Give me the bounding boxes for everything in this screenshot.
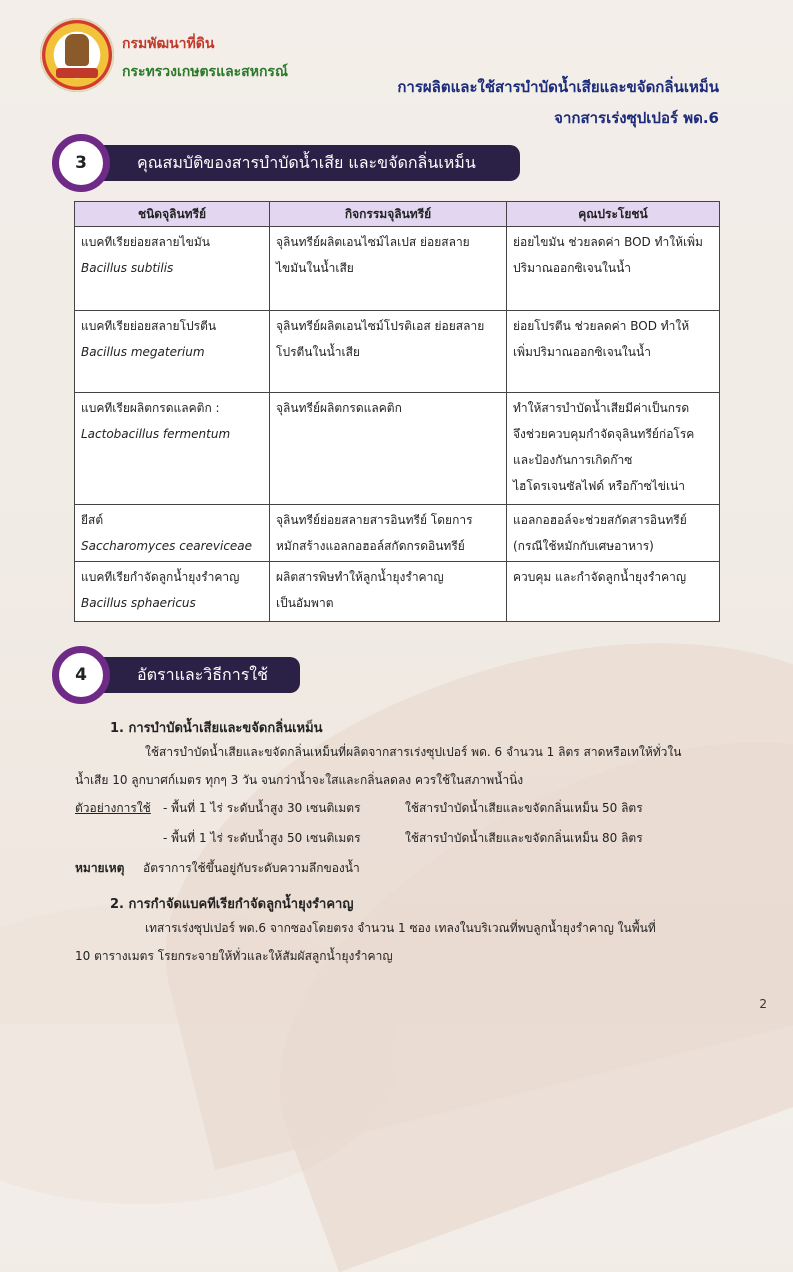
section-number: 3 xyxy=(52,134,110,192)
activity-line: จุลินทรีย์ย่อยสลายสารอินทรีย์ โดยการ xyxy=(276,513,473,527)
column-header: คุณประโยชน์ xyxy=(507,202,720,227)
document-subtitle: จากสารเร่งซุปเปอร์ พด.6 xyxy=(554,109,719,127)
benefit-line: จึงช่วยควบคุมกำจัดจุลินทรีย์ก่อโรค xyxy=(513,427,695,441)
column-header: ชนิดจุลินทรีย์ xyxy=(75,202,270,227)
item-1-title: 1. การบำบัดน้ำเสียและขจัดกลิ่นเหม็น xyxy=(110,721,323,736)
section-title: อัตราและวิธีการใช้ xyxy=(87,657,300,693)
benefit-line: แอลกอฮอล์จะช่วยสกัดสารอินทรีย์ xyxy=(513,513,687,527)
section-number: 4 xyxy=(52,646,110,704)
scientific-name: Bacillus megaterium xyxy=(81,345,205,359)
organism-type: แบคทีเรียกำจัดลูกน้ำยุงรำคาญ xyxy=(81,570,240,584)
benefit-line: (กรณีใช้หมักกับเศษอาหาร) xyxy=(513,539,654,553)
ministry-name: กระทรวงเกษตรและสหกรณ์ xyxy=(122,64,288,80)
scientific-name: Bacillus subtilis xyxy=(81,261,174,275)
table-cell xyxy=(270,393,507,505)
benefit-line: เพิ่มปริมาณออกซิเจนในน้ำ xyxy=(513,345,651,359)
activity-line: จุลินทรีย์ผลิตเอนไซม์โปรติเอส ย่อยสลาย xyxy=(276,319,485,333)
benefit-line: ทำให้สารบำบัดน้ำเสียมีค่าเป็นกรด xyxy=(513,401,690,415)
table-cell xyxy=(507,227,720,311)
table-row xyxy=(75,505,720,562)
benefit-line: ไฮโดรเจนซัลไฟด์ หรือก๊าซไข่เน่า xyxy=(513,479,686,493)
logo-banner-icon xyxy=(56,68,98,78)
organism-type: แบคทีเรียย่อยสลายโปรตีน xyxy=(81,319,217,333)
table-row xyxy=(75,227,720,311)
item-1-text: น้ำเสีย 10 ลูกบาศก์เมตร ทุกๆ 3 วัน จนกว่าน้ำจะใสและกลิ่นลดลง ควรใช้ในสภาพน้ำนิ่ง xyxy=(75,773,524,787)
scientific-name: Lactobacillus fermentum xyxy=(81,427,231,441)
organism-type: แบคทีเรียย่อยสลายไขมัน xyxy=(81,235,210,249)
department-logo xyxy=(40,18,114,92)
benefit-line: ควบคุม และกำจัดลูกน้ำยุงรำคาญ xyxy=(513,570,687,584)
benefit-line: และป้องกันการเกิดก๊าซ xyxy=(513,453,633,467)
example-usage: ใช้สารบำบัดน้ำเสียและขจัดกลิ่นเหม็น 50 ลิตร xyxy=(405,801,643,815)
item-1-text: ใช้สารบำบัดน้ำเสียและขจัดกลิ่นเหม็นที่ผลิตจากสารเร่งซุปเปอร์ พด. 6 จำนวน 1 ลิตร สาดหรือเทให้ทั่วใน xyxy=(145,745,682,759)
table-row xyxy=(75,311,720,393)
organism-type: ยีสต์ xyxy=(81,513,104,527)
section-4-header xyxy=(52,652,302,698)
example-area: - พื้นที่ 1 ไร่ ระดับน้ำสูง 50 เซนติเมตร xyxy=(163,831,361,845)
table-cell xyxy=(507,311,720,393)
organism-type: แบคทีเรียผลิตกรดแลคติก : xyxy=(81,401,220,415)
section-title: คุณสมบัติของสารบำบัดน้ำเสีย และขจัดกลิ่นเหม็น xyxy=(87,145,520,181)
table-cell xyxy=(75,311,270,393)
table-cell xyxy=(75,227,270,311)
table-cell xyxy=(507,562,720,622)
table-cell xyxy=(507,393,720,505)
org-name: กรมพัฒนาที่ดิน xyxy=(122,36,215,52)
activity-line: ผลิตสารพิษทำให้ลูกน้ำยุงรำคาญ xyxy=(276,570,444,584)
table-row xyxy=(75,393,720,505)
table-row xyxy=(75,562,720,622)
note-text: อัตราการใช้ขึ้นอยู่กับระดับความลึกของน้ำ xyxy=(143,861,360,875)
activity-line: เป็นอัมพาต xyxy=(276,596,334,610)
table-cell xyxy=(507,505,720,562)
benefit-line: ย่อยไขมัน ช่วยลดค่า BOD ทำให้เพิ่ม xyxy=(513,235,703,249)
activity-line: หมักสร้างแอลกอฮอล์สกัดกรดอินทรีย์ xyxy=(276,539,465,553)
table-cell xyxy=(270,227,507,311)
table-header-row xyxy=(75,202,720,227)
table-cell xyxy=(270,311,507,393)
document-title: การผลิตและใช้สารบำบัดน้ำเสียและขจัดกลิ่นเหม็น xyxy=(397,78,719,96)
activity-line: จุลินทรีย์ผลิตกรดแลคติก xyxy=(276,401,402,415)
benefit-line: ย่อยโปรตีน ช่วยลดค่า BOD ทำให้ xyxy=(513,319,690,333)
scientific-name: Saccharomyces cearevіceae xyxy=(81,539,253,553)
table-cell xyxy=(75,562,270,622)
note-label: หมายเหตุ xyxy=(75,861,125,875)
example-area: - พื้นที่ 1 ไร่ ระดับน้ำสูง 30 เซนติเมตร xyxy=(163,801,361,815)
item-2-text: 10 ตารางเมตร โรยกระจายให้ทั่วและให้สัมผัสลูกน้ำยุงรำคาญ xyxy=(75,949,393,963)
logo-figure-icon xyxy=(65,34,89,66)
benefit-line: ปริมาณออกซิเจนในน้ำ xyxy=(513,261,632,275)
column-header: กิจกรรมจุลินทรีย์ xyxy=(270,202,507,227)
activity-line: จุลินทรีย์ผลิตเอนไซม์ไลเปส ย่อยสลาย xyxy=(276,235,470,249)
properties-table xyxy=(74,201,720,622)
section-3-header xyxy=(52,140,522,186)
item-2-title: 2. การกำจัดแบคทีเรียกำจัดลูกน้ำยุงรำคาญ xyxy=(110,897,354,912)
table-cell xyxy=(270,562,507,622)
scientific-name: Bacillus sphaericus xyxy=(81,596,196,610)
activity-line: ไขมันในน้ำเสีย xyxy=(276,261,354,275)
example-usage: ใช้สารบำบัดน้ำเสียและขจัดกลิ่นเหม็น 80 ลิตร xyxy=(405,831,643,845)
table-cell xyxy=(270,505,507,562)
activity-line: โปรตีนในน้ำเสีย xyxy=(276,345,360,359)
page-number: 2 xyxy=(759,997,767,1011)
table-cell xyxy=(75,393,270,505)
table-cell xyxy=(75,505,270,562)
example-label: ตัวอย่างการใช้ xyxy=(75,801,151,815)
item-2-text: เทสารเร่งซุปเปอร์ พด.6 จากซองโดยตรง จำนวน 1 ซอง เทลงในบริเวณที่พบลูกน้ำยุงรำคาญ ในพื้นที่ xyxy=(145,921,656,935)
